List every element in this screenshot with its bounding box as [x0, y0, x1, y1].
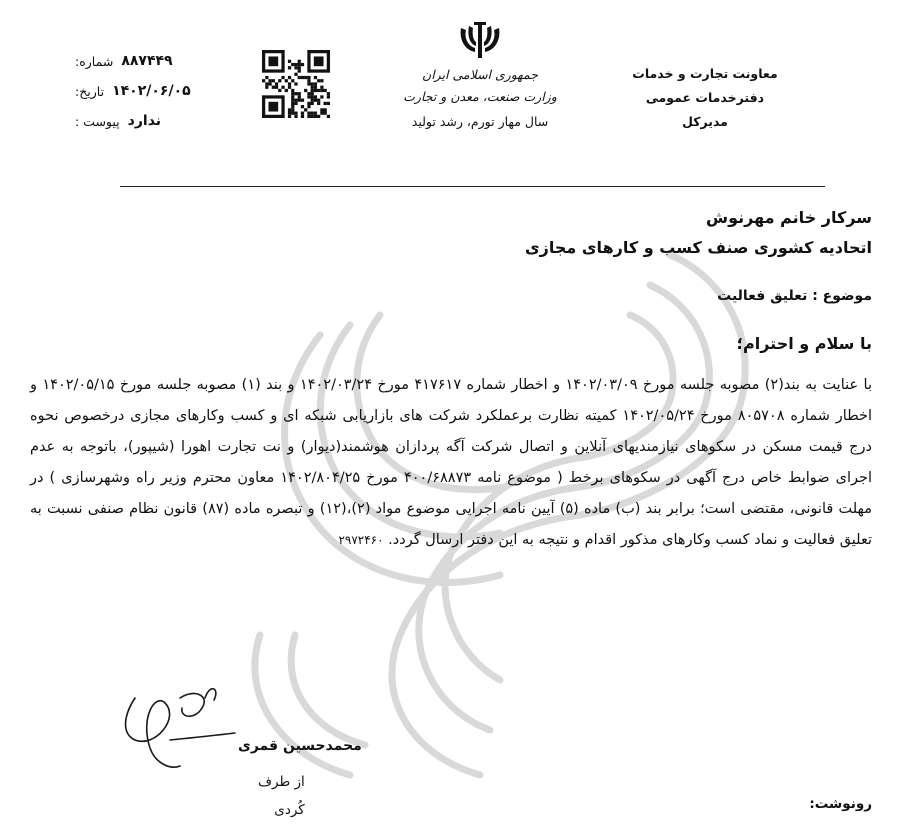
department-line: معاونت تجارت و خدمات — [632, 66, 778, 81]
qr-code — [262, 50, 330, 118]
attachment-label: پیوست : — [75, 113, 120, 129]
date-value: ۱۴۰۲/۰۶/۰۵ — [112, 83, 191, 99]
department-line: دفترخدمات عمومی — [645, 90, 765, 105]
year-slogan: سال مهار تورم، رشد تولید — [411, 114, 549, 129]
greeting: با سلام و احترام؛ — [736, 334, 872, 353]
ministry-line: جمهوری اسلامی ایران — [422, 67, 538, 82]
number-value: ۸۸۷۴۴۹ — [121, 53, 173, 69]
header-divider — [120, 186, 825, 187]
body-reference-number: ۲۹۷۲۴۶۰ — [338, 533, 384, 547]
letter-body — [30, 370, 872, 556]
department-block — [610, 62, 800, 134]
recipient-block — [525, 203, 872, 263]
recipient-organization: اتحادیه کشوری صنف کسب و کارهای مجازی — [525, 238, 872, 257]
body-text: با عنایت به بند(۲) مصوبه جلسه مورخ ۱۴۰۲/۰۳/۰۹ و اخطار شماره ۴۱۷۶۱۷ مورخ ۱۴۰۲/۰۳/۲۴ و بند (۱) مصوبه جلسه مورخ ۱۴۰۲/۰۵/۱۵ و اخطار شماره ۸۰۵۷۰۸ مورخ ۱۴۰۲/۰۵/۲۴ کمیته نظارت برعملکرد شرکت های بازاریابی شبکه ای و کسب وکارهای مجازی درخصوص نحوه درج قیمت مسکن در سکوهای نیازمندیهای آنلاین و اتصال شرکت آگه پردازان هوشمند(دیوار) و نت تجارت اهورا (شیپور)، باتوجه به عدم اجرای ضوابط خاص درج آگهی در سکوهای برخط ( موضوع نامه ۴۰۰/۶۸۸۷۳ مورخ ۱۴۰۲/۸۰۴/۲۵ معاون محترم وزیر راه وشهرسازی ) در مهلت قانونی، مقتضی است؛ برابر بند (ب) ماده (۵) آیین نامه اجرایی موضوع مواد (۲)،(۱۲) و تبصره ماده (۸۷) قانون نظام صنفی نسبت به تعلیق فعالیت و نماد کسب وکارهای مذکور اقدام و نتیجه به این دفتر ارسال گردد. — [30, 377, 873, 548]
attachment-value: ندارد — [127, 113, 162, 129]
ministry-emblem-block — [400, 22, 560, 129]
cc-label: رونوشت: — [809, 796, 872, 812]
on-behalf-name: کُردی — [274, 802, 305, 818]
department-line: مدیرکل — [682, 114, 728, 129]
on-behalf-block — [258, 768, 305, 824]
handwritten-signature — [110, 678, 250, 778]
signatory-name: محمدحسین قمری — [238, 738, 362, 754]
recipient-name: سرکار خانم مهرنوش — [706, 208, 872, 227]
date-label: تاریخ: — [75, 83, 105, 99]
ministry-name — [400, 64, 560, 108]
subject-line: موضوع : تعلیق فعالیت — [717, 288, 872, 304]
letter-meta — [75, 46, 260, 136]
ministry-line: وزارت صنعت، معدن و تجارت — [403, 89, 557, 104]
number-label: شماره: — [75, 53, 114, 69]
on-behalf-label: از طرف — [258, 774, 305, 790]
iran-emblem-icon — [457, 22, 503, 62]
